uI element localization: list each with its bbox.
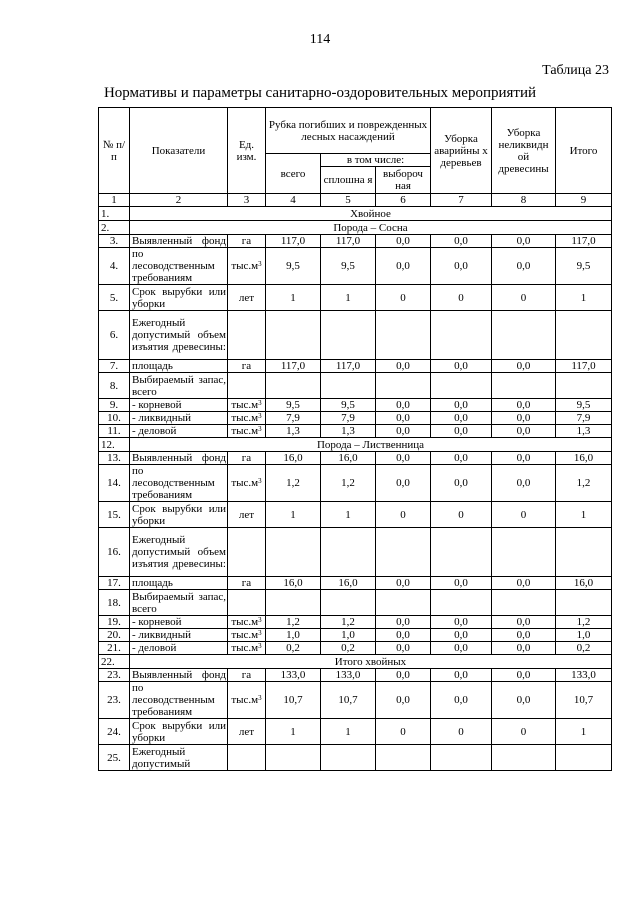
row-label: - деловой [130,425,228,438]
row-value: 0,0 [376,425,431,438]
row-number: 10. [99,412,130,425]
table-header [99,108,612,194]
unit-text: га [241,360,252,372]
row-value: 1,2 [321,465,376,502]
header-sum: Итого [556,108,612,194]
row-value: 16,0 [321,577,376,590]
row-value: 0,0 [431,629,492,642]
row-unit [228,235,266,248]
row-value: 133,0 [556,669,612,682]
row-unit [228,399,266,412]
row-value [266,590,321,616]
row-value [431,373,492,399]
page-number: 114 [309,32,331,47]
row-unit [228,590,266,616]
row-value: 0,0 [492,616,556,629]
row-value: 0 [492,502,556,528]
table-row [99,642,612,655]
table-row [99,590,612,616]
row-value [431,590,492,616]
row-label: Срок вырубки или уборки [130,502,228,528]
unit-superscript: 3 [258,694,262,702]
row-unit [228,719,266,745]
row-value [321,373,376,399]
column-number: 3 [228,194,266,207]
row-value [556,745,612,771]
row-number: 1. [99,207,130,221]
row-value [492,373,556,399]
row-unit [228,528,266,577]
row-number: 5. [99,285,130,311]
row-number: 17. [99,577,130,590]
column-number: 2 [130,194,228,207]
row-number: 23. [99,682,130,719]
table-row [99,373,612,399]
row-value: 10,7 [321,682,376,719]
row-value: 0,0 [431,682,492,719]
row-value: 7,9 [556,412,612,425]
table-label: Таблица 23 [542,63,609,78]
row-number: 14. [99,465,130,502]
row-value: 0,0 [431,616,492,629]
row-value: 9,5 [556,399,612,412]
row-value [431,528,492,577]
header-total: всего [266,154,321,194]
unit-superscript: 3 [258,412,262,420]
row-unit [228,412,266,425]
row-value: 0 [492,285,556,311]
row-value: 117,0 [321,235,376,248]
row-value: 0,0 [492,682,556,719]
row-number: 11. [99,425,130,438]
row-label: - ликвидный [130,629,228,642]
row-value: 9,5 [266,248,321,285]
row-label: - корневой [130,616,228,629]
header-unit: Ед. изм. [228,108,266,194]
row-value: 0,0 [431,642,492,655]
row-unit [228,502,266,528]
table-row [99,745,612,771]
section-row [99,438,612,452]
row-value: 0,0 [431,412,492,425]
row-label: Ежегодный допустимый объем изъятия древесины: [130,311,228,360]
row-value: 0,0 [431,465,492,502]
row-value [556,528,612,577]
row-number: 15. [99,502,130,528]
unit-text: тыс.м [231,412,259,424]
table-row [99,285,612,311]
row-number: 20. [99,629,130,642]
unit-text: лет [238,725,255,738]
table-row [99,412,612,425]
row-value [492,311,556,360]
table-body [99,194,612,771]
header-nonliquid: Уборка неликвидн ой древесины [492,108,556,194]
row-number: 23. [99,669,130,682]
row-number: 21. [99,642,130,655]
row-value: 0,0 [376,465,431,502]
row-value [376,311,431,360]
section-title: Итого хвойных [130,655,612,669]
row-value: 117,0 [266,235,321,248]
row-unit [228,465,266,502]
row-unit [228,616,266,629]
row-value: 1 [321,502,376,528]
row-number: 3. [99,235,130,248]
column-number: 6 [376,194,431,207]
unit-superscript: 3 [258,260,262,268]
row-value: 1 [321,285,376,311]
section-row [99,221,612,235]
row-number: 18. [99,590,130,616]
header-felling: Рубка погибших и поврежденных лесных насаждений [266,108,431,154]
column-number: 1 [99,194,130,207]
row-value: 0,0 [376,360,431,373]
section-row [99,207,612,221]
norms-table [98,107,612,771]
unit-text: га [241,577,252,589]
row-value: 117,0 [556,360,612,373]
row-label: Ежегодный допустимый [130,745,228,771]
header-selective: выбороч ная [376,167,431,194]
row-unit [228,629,266,642]
table-row [99,248,612,285]
row-value: 9,5 [321,399,376,412]
row-label: Срок вырубки или уборки [130,285,228,311]
row-label: площадь [130,577,228,590]
row-label: по лесоводственным требованиям [130,248,228,285]
row-value: 0 [492,719,556,745]
column-number: 5 [321,194,376,207]
unit-text: тыс.м [231,694,259,706]
unit-text: га [241,669,252,681]
row-value: 0,0 [376,412,431,425]
row-value: 1 [556,719,612,745]
row-value: 0,2 [321,642,376,655]
row-value: 0 [431,285,492,311]
row-label: - корневой [130,399,228,412]
row-number: 25. [99,745,130,771]
row-value: 1 [266,502,321,528]
column-number: 9 [556,194,612,207]
unit-text: га [241,452,252,464]
row-value: 1,0 [556,629,612,642]
row-value: 0,0 [431,248,492,285]
row-value: 0,0 [376,577,431,590]
row-value: 0 [431,719,492,745]
section-row [99,655,612,669]
row-value [321,745,376,771]
row-value: 0 [376,719,431,745]
row-value: 1,0 [266,629,321,642]
row-value [376,373,431,399]
row-value: 0,0 [376,629,431,642]
unit-text: га [241,235,252,247]
table-row [99,528,612,577]
header-num: № п/п [99,108,130,194]
row-value: 1,0 [321,629,376,642]
unit-text: тыс.м [231,642,259,654]
row-value: 117,0 [321,360,376,373]
row-label: Выбираемый запас, всего [130,373,228,399]
row-value: 16,0 [266,452,321,465]
row-value: 10,7 [266,682,321,719]
row-value: 133,0 [266,669,321,682]
row-value: 0,0 [431,425,492,438]
table-row [99,669,612,682]
row-value [321,590,376,616]
unit-superscript: 3 [258,642,262,650]
row-value: 0 [431,502,492,528]
table-row [99,425,612,438]
row-value: 0,0 [431,235,492,248]
column-number-row [99,194,612,207]
row-value: 0,0 [431,360,492,373]
table-row [99,360,612,373]
header-clear: сплошна я [321,167,376,194]
row-value [556,311,612,360]
row-value: 0,0 [431,577,492,590]
row-value: 1 [556,502,612,528]
unit-superscript: 3 [258,425,262,433]
row-number: 8. [99,373,130,399]
row-number: 16. [99,528,130,577]
row-value [431,745,492,771]
row-value: 9,5 [266,399,321,412]
header-emergency: Уборка аварийны х деревьев [431,108,492,194]
row-number: 19. [99,616,130,629]
column-number: 4 [266,194,321,207]
row-value: 0,0 [492,248,556,285]
row-value: 0,0 [376,669,431,682]
header-including: в том числе: [321,154,431,167]
row-value: 7,9 [321,412,376,425]
row-unit [228,745,266,771]
row-value [321,528,376,577]
row-value [556,590,612,616]
row-unit [228,248,266,285]
row-value: 1,2 [321,616,376,629]
row-value: 0,0 [376,642,431,655]
table-row [99,616,612,629]
row-value: 1 [556,285,612,311]
row-label: площадь [130,360,228,373]
row-value: 1 [321,719,376,745]
row-value: 0,0 [376,616,431,629]
row-value: 1,3 [321,425,376,438]
row-value: 9,5 [556,248,612,285]
unit-text: лет [238,508,255,521]
row-label: по лесоводственным требованиям [130,465,228,502]
row-value: 0,0 [492,399,556,412]
section-title: Хвойное [130,207,612,221]
row-value [376,528,431,577]
row-unit [228,285,266,311]
row-value: 10,7 [556,682,612,719]
row-value: 0,0 [492,412,556,425]
row-value: 0,0 [492,452,556,465]
table-row [99,719,612,745]
row-value: 0,0 [376,452,431,465]
row-number: 13. [99,452,130,465]
row-value: 0,0 [431,399,492,412]
row-value: 16,0 [321,452,376,465]
row-label: Срок вырубки или уборки [130,719,228,745]
row-value: 0,0 [492,360,556,373]
row-value: 0 [376,502,431,528]
row-label: Выбираемый запас, всего [130,590,228,616]
unit-text: тыс.м [231,425,259,437]
row-label: по лесоводственным требованиям [130,682,228,719]
row-value [376,590,431,616]
table-row [99,311,612,360]
row-value: 0,0 [376,682,431,719]
row-value: 0 [376,285,431,311]
unit-superscript: 3 [258,629,262,637]
row-value: 7,9 [266,412,321,425]
row-value: 1,2 [556,465,612,502]
row-value [266,745,321,771]
row-value: 133,0 [321,669,376,682]
row-number: 9. [99,399,130,412]
row-value: 1,2 [266,465,321,502]
row-unit [228,373,266,399]
row-value: 0,0 [492,425,556,438]
row-number: 24. [99,719,130,745]
row-label: Ежегодный допустимый объем изъятия древесины: [130,528,228,577]
row-number: 22. [99,655,130,669]
row-value: 16,0 [556,577,612,590]
row-unit [228,360,266,373]
unit-superscript: 3 [258,616,262,624]
row-label: Выявленный фонд [130,669,228,682]
row-value: 1 [266,285,321,311]
row-value [492,590,556,616]
table-row [99,235,612,248]
row-value: 1,2 [266,616,321,629]
row-value: 16,0 [556,452,612,465]
row-value [266,528,321,577]
row-value: 0,0 [431,452,492,465]
row-unit [228,669,266,682]
column-number: 8 [492,194,556,207]
row-value: 0,0 [431,669,492,682]
row-value [556,373,612,399]
row-value [492,528,556,577]
table-row [99,502,612,528]
row-value: 0,0 [492,577,556,590]
row-unit [228,577,266,590]
row-label: Выявленный фонд [130,452,228,465]
row-number: 6. [99,311,130,360]
unit-superscript: 3 [258,399,262,407]
unit-text: тыс.м [231,477,259,489]
table-row [99,629,612,642]
row-value: 117,0 [266,360,321,373]
row-label: Выявленный фонд [130,235,228,248]
unit-text: тыс.м [231,399,259,411]
row-unit [228,682,266,719]
table-row [99,682,612,719]
row-unit [228,642,266,655]
row-value: 0,0 [376,235,431,248]
table-row [99,452,612,465]
unit-superscript: 3 [258,477,262,485]
column-number: 7 [431,194,492,207]
row-value [492,745,556,771]
row-value: 1,3 [266,425,321,438]
row-label: - деловой [130,642,228,655]
row-value: 16,0 [266,577,321,590]
unit-text: лет [238,291,255,304]
row-value: 0,0 [492,669,556,682]
row-value [431,311,492,360]
table-row [99,465,612,502]
unit-text: тыс.м [231,260,259,272]
row-value [321,311,376,360]
unit-text: тыс.м [231,629,259,641]
header-indicators: Показатели [130,108,228,194]
row-number: 7. [99,360,130,373]
row-number: 4. [99,248,130,285]
row-value: 9,5 [321,248,376,285]
row-value: 1 [266,719,321,745]
row-value: 0,2 [266,642,321,655]
row-label: - ликвидный [130,412,228,425]
row-number: 2. [99,221,130,235]
table-row [99,399,612,412]
section-title: Порода – Лиственница [130,438,612,452]
row-value: 117,0 [556,235,612,248]
section-title: Порода – Сосна [130,221,612,235]
row-value: 0,2 [556,642,612,655]
row-unit [228,311,266,360]
document-title: Нормативы и параметры санитарно-оздоровительных мероприятий [103,85,537,101]
row-value: 1,3 [556,425,612,438]
row-value: 0,0 [376,248,431,285]
row-value: 0,0 [492,629,556,642]
row-value: 0,0 [492,642,556,655]
row-value [266,311,321,360]
unit-text: тыс.м [231,616,259,628]
row-value [376,745,431,771]
row-unit [228,425,266,438]
row-value [266,373,321,399]
row-value: 0,0 [492,235,556,248]
row-value: 1,2 [556,616,612,629]
row-unit [228,452,266,465]
table-row [99,577,612,590]
row-number: 12. [99,438,130,452]
row-value: 0,0 [492,465,556,502]
row-value: 0,0 [376,399,431,412]
